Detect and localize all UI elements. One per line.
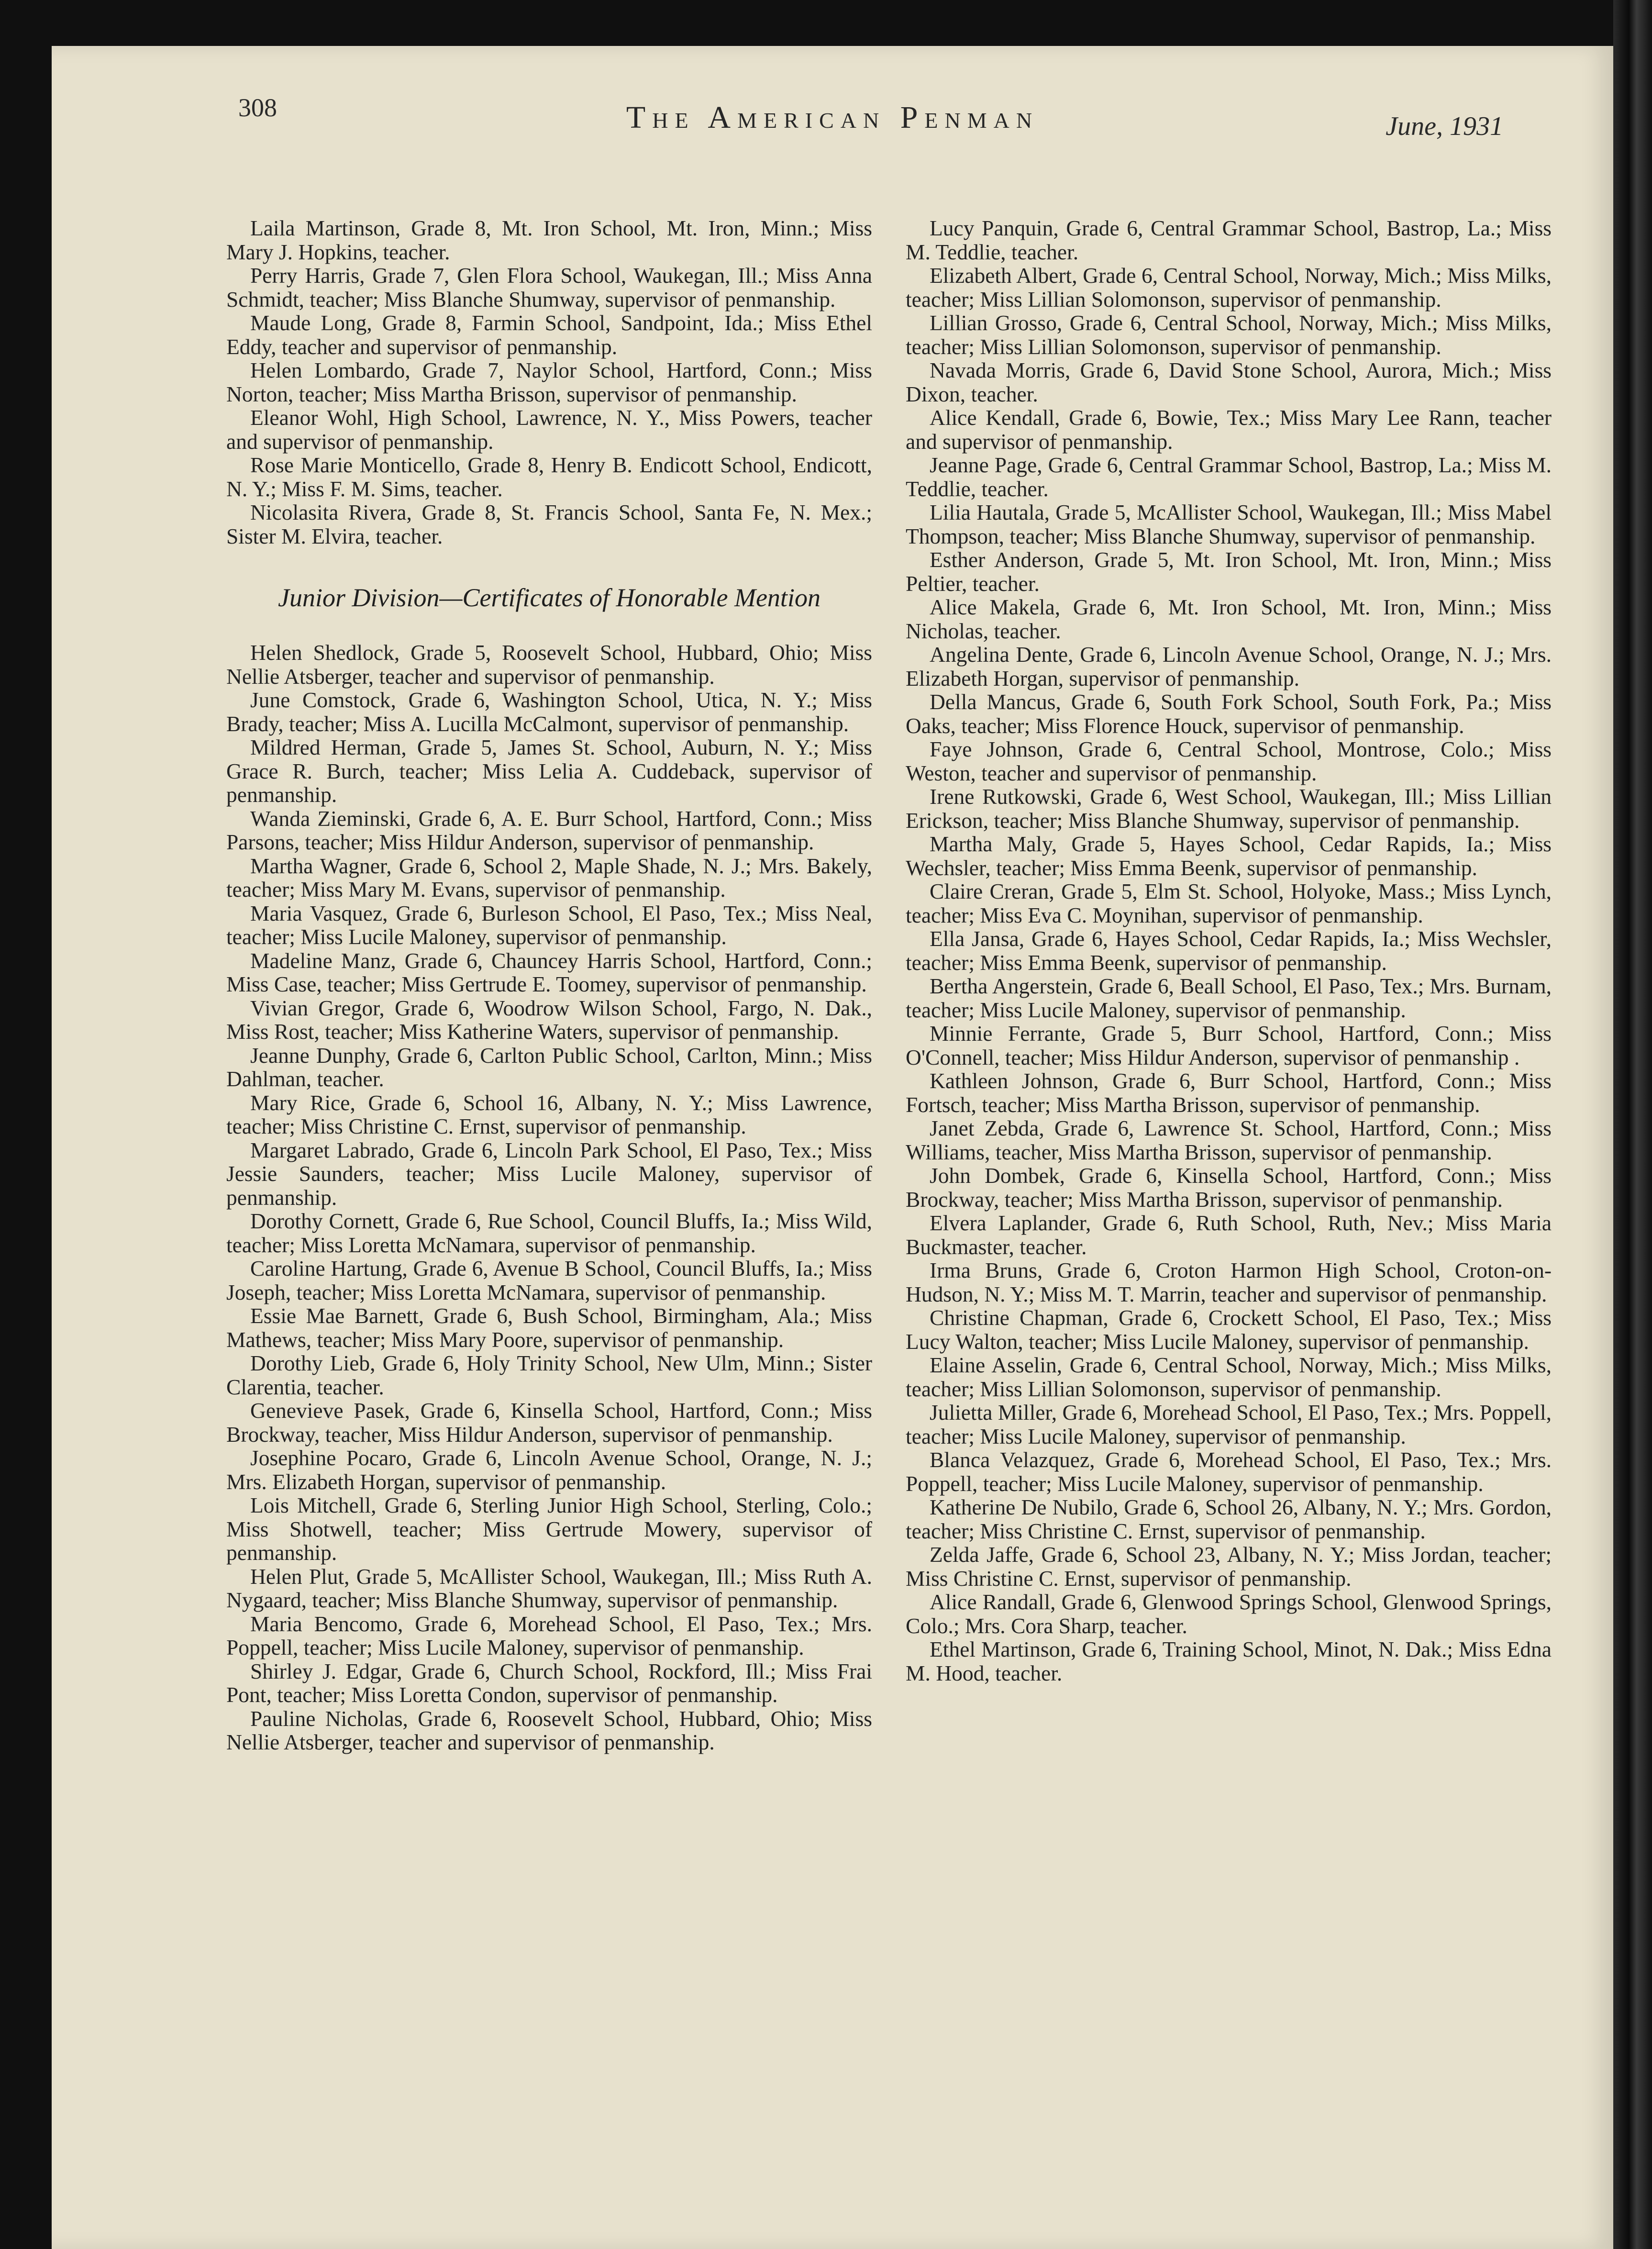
section-heading: Junior Division—Certificates of Honorable Mention	[278, 583, 820, 612]
award-entry: Jeanne Dunphy, Grade 6, Carlton Public School, Carlton, Minn.; Miss Dahlman, teacher.	[226, 1043, 872, 1091]
left-entries-top	[226, 216, 872, 548]
right-entries	[906, 216, 1552, 1685]
left-column	[226, 216, 872, 1754]
award-entry: Katherine De Nubilo, Grade 6, School 26, Albany, N. Y.; Mrs. Gordon, teacher; Miss Christine C. Ernst, supervisor of penmanship.	[906, 1495, 1552, 1543]
award-entry: June Comstock, Grade 6, Washington School, Utica, N. Y.; Miss Brady, teacher; Miss A. Lucilla McCalmont, supervisor of penmanship.	[226, 688, 872, 736]
award-entry: Madeline Manz, Grade 6, Chauncey Harris School, Hartford, Conn.; Miss Case, teacher; Miss Gertrude E. Toomey, supervisor of penmanship.	[226, 948, 872, 996]
award-entry: Kathleen Johnson, Grade 6, Burr School, Hartford, Conn.; Miss Fortsch, teacher; Miss Martha Brisson, supervisor of penmanship.	[906, 1069, 1552, 1117]
award-entry: Shirley J. Edgar, Grade 6, Church School, Rockford, Ill.; Miss Frai Pont, teacher; Miss Loretta Condon, supervisor of penmanship.	[226, 1659, 872, 1707]
page	[52, 46, 1613, 2249]
journal-title: The American Penman	[626, 100, 1039, 135]
award-entry: Angelina Dente, Grade 6, Lincoln Avenue School, Orange, N. J.; Mrs. Elizabeth Horgan, supervisor of penmanship.	[906, 642, 1552, 690]
award-entry: Elaine Asselin, Grade 6, Central School, Norway, Mich.; Miss Milks, teacher; Miss Lillian Solomonson, supervisor of penmanship.	[906, 1353, 1552, 1401]
award-entry: Maude Long, Grade 8, Farmin School, Sandpoint, Ida.; Miss Ethel Eddy, teacher and supervisor of penmanship.	[226, 311, 872, 359]
award-entry: Pauline Nicholas, Grade 6, Roosevelt School, Hubbard, Ohio; Miss Nellie Atsberger, teacher and supervisor of penmanship.	[226, 1706, 872, 1754]
award-entry: Mary Rice, Grade 6, School 16, Albany, N. Y.; Miss Lawrence, teacher; Miss Christine C. Ernst, supervisor of penmanship.	[226, 1090, 872, 1138]
award-entry: Margaret Labrado, Grade 6, Lincoln Park School, El Paso, Tex.; Miss Jessie Saunders, teacher; Miss Lucile Maloney, supervisor of penmanship.	[226, 1137, 872, 1210]
award-entry: Alice Randall, Grade 6, Glenwood Springs School, Glenwood Springs, Colo.; Mrs. Cora Sharp, teacher.	[906, 1590, 1552, 1638]
award-entry: Helen Plut, Grade 5, McAllister School, Waukegan, Ill.; Miss Ruth A. Nygaard, teacher; Miss Blanche Shumway, supervisor of penmanship.	[226, 1564, 872, 1612]
award-entry: Bertha Angerstein, Grade 6, Beall School, El Paso, Tex.; Mrs. Burnam, teacher; Miss Lucile Maloney, supervisor of penmanship.	[906, 974, 1552, 1022]
left-entries-bottom	[226, 641, 872, 1754]
award-entry: Dorothy Cornett, Grade 6, Rue School, Council Bluffs, Ia.; Miss Wild, teacher; Miss Loretta McNamara, supervisor of penmanship.	[226, 1209, 872, 1257]
binding-edge	[1613, 0, 1652, 2249]
award-entry: Essie Mae Barnett, Grade 6, Bush School, Birmingham, Ala.; Miss Mathews, teacher; Miss Mary Poore, supervisor of penmanship.	[226, 1303, 872, 1352]
award-entry: Faye Johnson, Grade 6, Central School, Montrose, Colo.; Miss Weston, teacher and supervisor of penmanship.	[906, 737, 1552, 785]
award-entry: Martha Maly, Grade 5, Hayes School, Cedar Rapids, Ia.; Miss Wechsler, teacher; Miss Emma Beenk, supervisor of penmanship.	[906, 832, 1552, 880]
award-entry: Vivian Gregor, Grade 6, Woodrow Wilson School, Fargo, N. Dak., Miss Rost, teacher; Miss Katherine Waters, supervisor of penmanship.	[226, 995, 872, 1044]
award-entry: Wanda Zieminski, Grade 6, A. E. Burr School, Hartford, Conn.; Miss Parsons, teacher; Miss Hildur Anderson, supervisor of penmanship.	[226, 806, 872, 854]
award-entry: Josephine Pocaro, Grade 6, Lincoln Avenue School, Orange, N. J.; Mrs. Elizabeth Horgan, supervisor of penmanship.	[226, 1446, 872, 1494]
award-entry: Elizabeth Albert, Grade 6, Central School, Norway, Mich.; Miss Milks, teacher; Miss Lillian Solomonson, supervisor of penmanship.	[906, 263, 1552, 312]
page-number: 308	[238, 93, 277, 122]
award-entry: Maria Vasquez, Grade 6, Burleson School, El Paso, Tex.; Miss Neal, teacher; Miss Lucile Maloney, supervisor of penmanship.	[226, 901, 872, 949]
award-entry: Navada Morris, Grade 6, David Stone School, Aurora, Mich.; Miss Dixon, teacher.	[906, 358, 1552, 406]
award-entry: Lucy Panquin, Grade 6, Central Grammar School, Bastrop, La.; Miss M. Teddlie, teacher.	[906, 216, 1552, 264]
award-entry: Lois Mitchell, Grade 6, Sterling Junior High School, Sterling, Colo.; Miss Shotwell, teacher; Miss Gertrude Mowery, supervisor of penmanship.	[226, 1493, 872, 1565]
award-entry: Della Mancus, Grade 6, South Fork School, South Fork, Pa.; Miss Oaks, teacher; Miss Florence Houck, supervisor of penmanship.	[906, 690, 1552, 738]
award-entry: Caroline Hartung, Grade 6, Avenue B School, Council Bluffs, Ia.; Miss Joseph, teacher; Miss Loretta McNamara, supervisor of penmanship.	[226, 1256, 872, 1304]
award-entry: Lilia Hautala, Grade 5, McAllister School, Waukegan, Ill.; Miss Mabel Thompson, teacher; Miss Blanche Shumway, supervisor of penmanship.	[906, 500, 1552, 548]
award-entry: Perry Harris, Grade 7, Glen Flora School, Waukegan, Ill.; Miss Anna Schmidt, teacher; Miss Blanche Shumway, supervisor of penmanship.	[226, 263, 872, 312]
award-entry: Janet Zebda, Grade 6, Lawrence St. School, Hartford, Conn.; Miss Williams, teacher, Miss Martha Brisson, supervisor of penmanship.	[906, 1116, 1552, 1164]
award-entry: Jeanne Page, Grade 6, Central Grammar School, Bastrop, La.; Miss M. Teddlie, teacher.	[906, 453, 1552, 501]
award-entry: Julietta Miller, Grade 6, Morehead School, El Paso, Tex.; Mrs. Poppell, teacher; Miss Lucile Maloney, supervisor of penmanship.	[906, 1400, 1552, 1448]
award-entry: Genevieve Pasek, Grade 6, Kinsella School, Hartford, Conn.; Miss Brockway, teacher, Miss Hildur Anderson, supervisor of penmanship.	[226, 1398, 872, 1447]
award-entry: Mildred Herman, Grade 5, James St. School, Auburn, N. Y.; Miss Grace R. Burch, teacher; Miss Lelia A. Cuddeback, supervisor of penmanship.	[226, 735, 872, 807]
award-entry: Minnie Ferrante, Grade 5, Burr School, Hartford, Conn.; Miss O'Connell, teacher; Miss Hildur Anderson, supervisor of penmanship .	[906, 1021, 1552, 1069]
award-entry: Lillian Grosso, Grade 6, Central School, Norway, Mich.; Miss Milks, teacher; Miss Lillian Solomonson, supervisor of penmanship.	[906, 311, 1552, 359]
award-entry: Dorothy Lieb, Grade 6, Holy Trinity School, New Ulm, Minn.; Sister Clarentia, teacher.	[226, 1351, 872, 1399]
right-column	[906, 216, 1552, 1685]
award-entry: Helen Lombardo, Grade 7, Naylor School, Hartford, Conn.; Miss Norton, teacher; Miss Martha Brisson, supervisor of penmanship.	[226, 358, 872, 406]
award-entry: Laila Martinson, Grade 8, Mt. Iron School, Mt. Iron, Minn.; Miss Mary J. Hopkins, teacher.	[226, 216, 872, 264]
award-entry: Maria Bencomo, Grade 6, Morehead School, El Paso, Tex.; Mrs. Poppell, teacher; Miss Lucile Maloney, supervisor of penmanship.	[226, 1611, 872, 1659]
award-entry: Irma Bruns, Grade 6, Croton Harmon High School, Croton-on-Hudson, N. Y.; Miss M. T. Marrin, teacher and supervisor of penmanship.	[906, 1258, 1552, 1306]
award-entry: Ella Jansa, Grade 6, Hayes School, Cedar Rapids, Ia.; Miss Wechsler, teacher; Miss Emma Beenk, supervisor of penmanship.	[906, 926, 1552, 975]
issue-date: June, 1931	[1386, 111, 1503, 141]
award-entry: Claire Creran, Grade 5, Elm St. School, Holyoke, Mass.; Miss Lynch, teacher; Miss Eva C. Moynihan, supervisor of penmanship.	[906, 879, 1552, 927]
award-entry: Christine Chapman, Grade 6, Crockett School, El Paso, Tex.; Miss Lucy Walton, teacher; Miss Lucile Maloney, supervisor of penmanship.	[906, 1305, 1552, 1354]
award-entry: Irene Rutkowski, Grade 6, West School, Waukegan, Ill.; Miss Lillian Erickson, teacher; Miss Blanche Shumway, supervisor of penmanship.	[906, 784, 1552, 833]
award-entry: Zelda Jaffe, Grade 6, School 23, Albany, N. Y.; Miss Jordan, teacher; Miss Christine C. Ernst, supervisor of penmanship.	[906, 1542, 1552, 1591]
award-entry: Esther Anderson, Grade 5, Mt. Iron School, Mt. Iron, Minn.; Miss Peltier, teacher.	[906, 547, 1552, 596]
award-entry: John Dombek, Grade 6, Kinsella School, Hartford, Conn.; Miss Brockway, teacher; Miss Martha Brisson, supervisor of penmanship.	[906, 1163, 1552, 1212]
award-entry: Alice Makela, Grade 6, Mt. Iron School, Mt. Iron, Minn.; Miss Nicholas, teacher.	[906, 595, 1552, 643]
award-entry: Eleanor Wohl, High School, Lawrence, N. Y., Miss Powers, teacher and supervisor of penmanship.	[226, 405, 872, 454]
award-entry: Helen Shedlock, Grade 5, Roosevelt School, Hubbard, Ohio; Miss Nellie Atsberger, teacher and supervisor of penmanship.	[226, 640, 872, 689]
award-entry: Nicolasita Rivera, Grade 8, St. Francis School, Santa Fe, N. Mex.; Sister M. Elvira, teacher.	[226, 500, 872, 548]
award-entry: Rose Marie Monticello, Grade 8, Henry B. Endicott School, Endicott, N. Y.; Miss F. M. Sims, teacher.	[226, 453, 872, 501]
award-entry: Alice Kendall, Grade 6, Bowie, Tex.; Miss Mary Lee Rann, teacher and supervisor of penmanship.	[906, 405, 1552, 454]
award-entry: Elvera Laplander, Grade 6, Ruth School, Ruth, Nev.; Miss Maria Buckmaster, teacher.	[906, 1211, 1552, 1259]
award-entry: Blanca Velazquez, Grade 6, Morehead School, El Paso, Tex.; Mrs. Poppell, teacher; Miss Lucile Maloney, supervisor of penmanship.	[906, 1447, 1552, 1496]
award-entry: Ethel Martinson, Grade 6, Training School, Minot, N. Dak.; Miss Edna M. Hood, teacher.	[906, 1637, 1552, 1685]
award-entry: Martha Wagner, Grade 6, School 2, Maple Shade, N. J.; Mrs. Bakely, teacher; Miss Mary M. Evans, supervisor of penmanship.	[226, 853, 872, 902]
